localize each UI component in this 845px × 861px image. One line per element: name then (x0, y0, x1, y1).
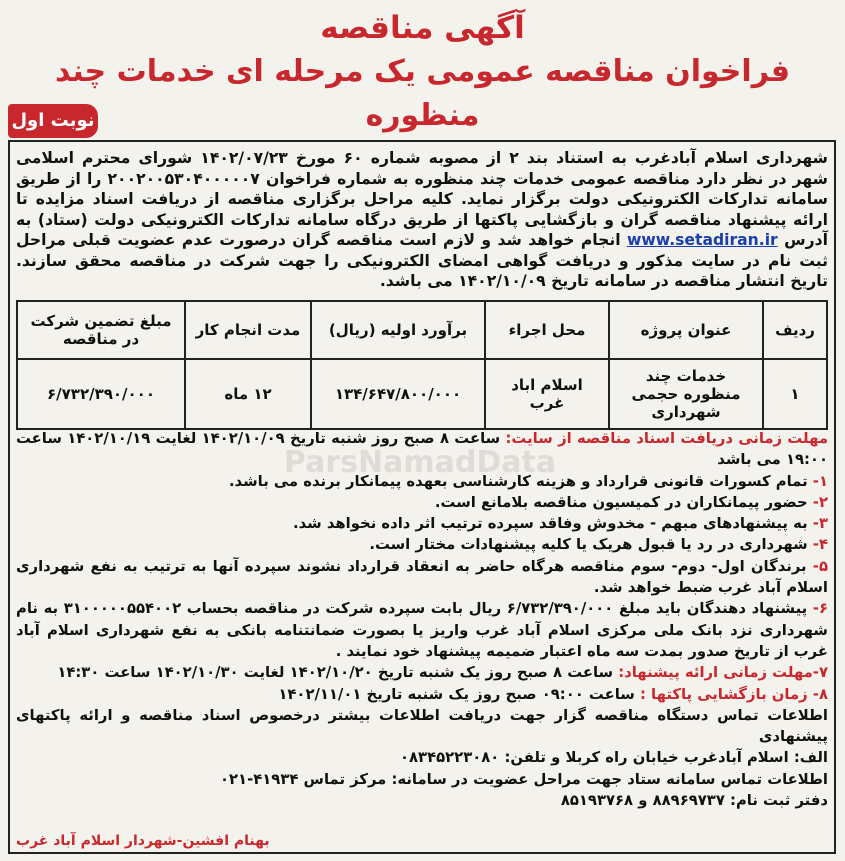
contact-registration: دفتر ثبت نام: ۸۸۹۶۹۷۳۷ و ۸۵۱۹۳۷۶۸ (560, 792, 828, 810)
list-item (16, 662, 828, 683)
tender-table (16, 300, 828, 430)
contact-intro: اطلاعات تماس دستگاه مناقصه گزار جهت دریافت اطلاعات بیشتر درخصوص اسناد مناقصه و ارائه پاکتهای پیشنهادی (16, 706, 828, 746)
cell-location: اسلام اباد غرب (485, 359, 609, 429)
watermark-logo: ParsNamadData (283, 445, 557, 480)
item-number: ۲- (812, 493, 828, 511)
list-item (16, 598, 828, 662)
conditions-list (16, 428, 828, 811)
issue-badge: نوبت اول (8, 104, 98, 138)
col-row-number: ردیف (763, 301, 827, 359)
item-number: ۳- (812, 515, 828, 533)
item-text: حضور پیمانکاران در کمیسیون مناقصه بلامانع است. (434, 493, 808, 511)
table-header-row (17, 301, 827, 359)
opening-time-text: ساعت ۰۹:۰۰ صبح روز یک شنبه تاریخ ۱۴۰۲/۱۱/۰۱ (278, 685, 635, 703)
cell-estimate: ۱۳۴/۶۴۷/۸۰۰/۰۰۰ (311, 359, 485, 429)
col-project-title: عنوان پروژه (609, 301, 763, 359)
contact-address: الف: اسلام آبادغرب خیابان راه کربلا و تلفن: ۰۸۳۴۵۲۲۳۰۸۰ (399, 749, 828, 767)
cell-duration: ۱۲ ماه (185, 359, 311, 429)
intro-paragraph (16, 148, 828, 292)
item-number: ۴- (812, 536, 828, 554)
item-text: برندگان اول- دوم- سوم مناقصه هرگاه حاضر به انعقاد قرارداد نشوند سپرده آنها به ترتیب به نفع شهرداری اسلام آباد غرب ضبط خواهد شد. (16, 557, 828, 597)
cell-project-title: خدمات چند منظوره حجمی شهرداری (609, 359, 763, 429)
item-number: ۵- (812, 557, 828, 575)
col-duration: مدت انجام کار (185, 301, 311, 359)
website-link[interactable]: www.setadiran.ir (626, 231, 778, 249)
col-location: محل اجراء (485, 301, 609, 359)
intro-text-1: شهرداری اسلام آبادغرب به استناد بند ۲ از مصوبه شماره ۶۰ مورخ ۱۴۰۲/۰۷/۲۳ شورای محترم اسلامی شهر در نظر دارد مناقصه عمومی خدمات چند منظوره به شماره فراخوان ۲۰۰۲۰۰۵۳۰۴۰۰۰۰۰۷ را از طریق سامانه تدارکات الکترونیکی دولت برگزار نماید. کلیه مراحل برگزاری مناقصه از دریافت اسناد مزایده تا ارائه پیشنهاد مناقصه گران و بازگشایی پاکتها از طریق درگاه سامانه تدارکات الکترونیکی دولت (ستاد) به آدرس (16, 149, 829, 249)
item-number: ۱- (812, 472, 828, 490)
contact-setad: اطلاعات تماس سامانه ستاد جهت مراحل عضویت در سامانه: مرکز تماس ۴۱۹۳۴-۰۲۱ (219, 770, 828, 788)
deadline-docs-label: مهلت زمانی دریافت اسناد مناقصه از سایت: (505, 430, 829, 447)
notice-heading: آگهی مناقصه (320, 10, 525, 46)
cell-guarantee: ۶/۷۳۲/۳۹۰/۰۰۰ (17, 359, 185, 429)
signature: بهنام افشین-شهردار اسلام آباد غرب (16, 833, 270, 849)
item-number: ۶- (812, 600, 829, 618)
list-item (16, 471, 828, 492)
deadline-docs (16, 428, 828, 471)
cell-row-number: ۱ (763, 359, 827, 429)
table-row (17, 359, 827, 429)
notice-title: فراخوان مناقصه عمومی یک مرحله ای خدمات چند منظوره (54, 54, 791, 133)
proposal-deadline-label: ۷-مهلت زمانی ارائه پیشنهاد: (618, 664, 828, 682)
item-text: تمام کسورات قانونی قرارداد و هزینه کارشناسی بعهده پیمانکار برنده می باشد. (228, 472, 808, 490)
col-estimate: برآورد اولیه (ریال) (311, 301, 485, 359)
proposal-deadline-text: ساعت ۸ صبح روز یک شنبه تاریخ ۱۴۰۲/۱۰/۲۰ لغایت ۱۴۰۲/۱۰/۳۰ ساعت ۱۴:۳۰ (57, 664, 614, 682)
item-text: به پیشنهادهای مبهم - مخدوش وفاقد سپرده ترتیب اثر داده نخواهد شد. (293, 515, 808, 533)
item-text: پیشنهاد دهندگان باید مبلغ ۶/۷۳۲/۳۹۰/۰۰۰ ریال بابت سپرده شرکت در مناقصه بحساب ۳۱۰۰۰۰۰۵۵۴۰۰۲ به نام شهرداری نزد بانک ملی مرکزی اسلام آباد غرب واریز یا بصورت ضمانتنامه بانکی به نفع شهرداری اسلام آباد غرب از تاریخ صدور بمدت سه ماه اعتبار ضمیمه پیشنهاد خود نمایند . (16, 600, 828, 660)
intro-text-2: انجام خواهد شد و لازم است مناقصه گران درصورت عدم عضویت قبلی مراحل ثبت نام در سایت مذکور و دریافت گواهی امضای الکترونیکی را جهت شرکت در مناقصه محقق سازند. تاریخ انتشار مناقصه در سامانه تاریخ ۱۴۰۲/۱۰/۰۹ می باشد. (16, 231, 828, 290)
deadline-docs-text: ساعت ۸ صبح روز شنبه تاریخ ۱۴۰۲/۱۰/۰۹ لغایت ۱۴۰۲/۱۰/۱۹ ساعت ۱۹:۰۰ می باشد (16, 430, 828, 469)
list-item (16, 684, 828, 705)
list-item (16, 534, 828, 555)
item-text: شهرداری در رد یا قبول هریک یا کلیه پیشنهادات مختار است. (369, 536, 808, 554)
list-item (16, 556, 828, 599)
col-guarantee: مبلغ تضمین شرکت در مناقصه (17, 301, 185, 359)
list-item (16, 492, 828, 513)
list-item (16, 513, 828, 534)
opening-time-label: ۸- زمان بازگشایی پاکتها : (639, 685, 828, 703)
